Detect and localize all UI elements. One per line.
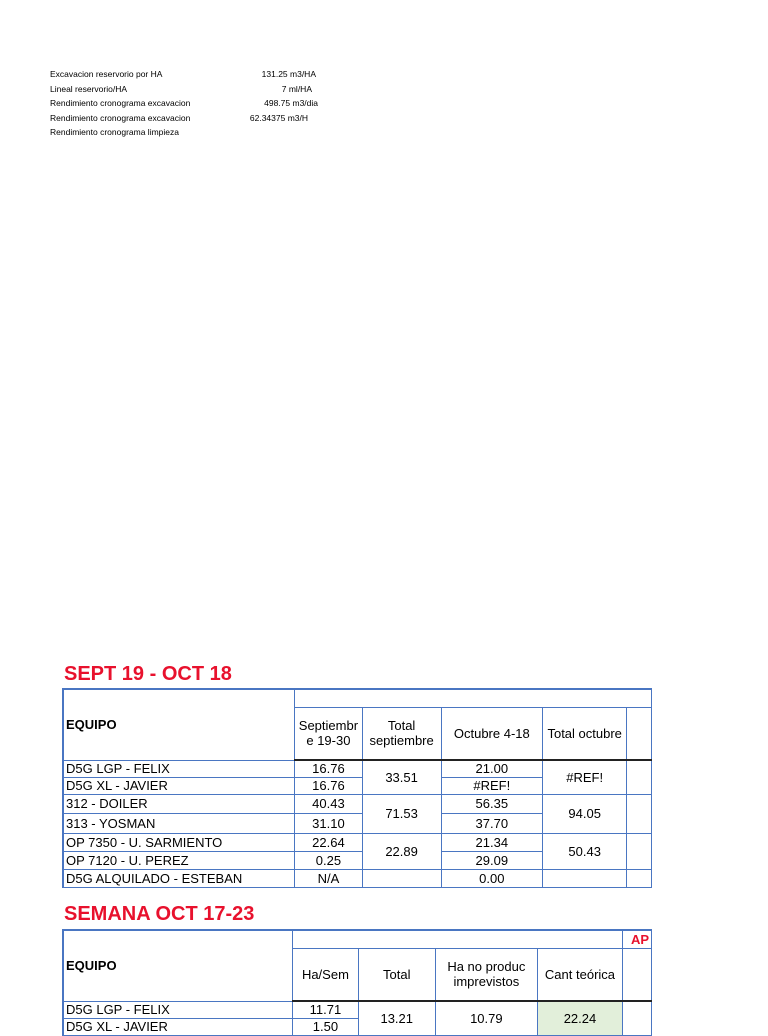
ha-no-produc-cell: 10.79	[435, 1001, 538, 1035]
extra-cell	[622, 1001, 651, 1035]
header-group-band	[292, 930, 622, 948]
header-total-septiembre: Total septiembre	[362, 707, 441, 760]
header-extra	[627, 707, 652, 760]
total-sept-cell: 71.53	[362, 794, 441, 833]
total-oct-cell: 50.43	[542, 833, 627, 869]
oct-cell: 29.09	[441, 851, 542, 869]
header-total-octubre: Total octubre	[542, 707, 627, 760]
oct-cell: 0.00	[441, 869, 542, 887]
equipo-cell: D5G XL - JAVIER	[63, 777, 295, 794]
total-oct-cell	[542, 869, 627, 887]
note-row	[50, 82, 350, 97]
header-cant-teorica: Cant teórica	[538, 948, 623, 1001]
header-equipo: EQUIPO	[63, 930, 292, 1001]
weekly-table	[62, 929, 652, 1034]
note-label: Rendimiento cronograma excavacion	[50, 112, 191, 123]
oct-cell: #REF!	[441, 777, 542, 794]
total-oct-cell: 94.05	[542, 794, 627, 833]
sept-cell: 22.64	[295, 833, 362, 851]
header-ha-no-produc: Ha no produc imprevistos	[435, 948, 538, 1001]
note-row	[50, 125, 350, 140]
section1-title: SEPT 19 - OCT 18	[64, 663, 232, 685]
extra-cell	[627, 760, 652, 794]
header-ha-sem: Ha/Sem	[292, 948, 358, 1001]
extra-cell	[627, 869, 652, 887]
equipo-cell: 313 - YOSMAN	[63, 813, 295, 833]
note-value: 498.75 m3/dia	[264, 98, 318, 108]
header-septiembre: Septiembr e 19-30	[295, 707, 362, 760]
equipo-cell: 312 - DOILER	[63, 794, 295, 813]
note-row	[50, 111, 350, 126]
sept-cell: 31.10	[295, 813, 362, 833]
section2-title: SEMANA OCT 17-23	[64, 903, 255, 925]
note-label: Lineal reservorio/HA	[50, 83, 128, 94]
note-row	[50, 67, 350, 82]
sept-cell: 16.76	[295, 777, 362, 794]
extra-cell	[627, 833, 652, 869]
oct-cell: 21.00	[441, 760, 542, 777]
note-label: Rendimiento cronograma excavacion	[50, 98, 191, 108]
equipo-cell: OP 7350 - U. SARMIENTO	[63, 833, 295, 851]
note-value: 131.25 m3/HA	[261, 69, 316, 79]
notes-block	[50, 67, 350, 140]
header-equipo: EQUIPO	[63, 689, 295, 760]
sept-cell: N/A	[295, 869, 362, 887]
total-cell: 13.21	[358, 1001, 435, 1035]
total-sept-cell: 22.89	[362, 833, 441, 869]
total-sept-cell: 33.51	[362, 760, 441, 794]
cant-teorica-cell: 22.24	[538, 1001, 623, 1035]
note-label: Rendimiento cronograma limpieza	[50, 127, 179, 137]
header-extra	[622, 948, 651, 1001]
equipo-cell: D5G XL - JAVIER	[63, 1018, 292, 1035]
equipo-cell: D5G ALQUILADO - ESTEBAN	[63, 869, 295, 887]
note-value: 7 ml/HA	[281, 83, 312, 94]
header-octubre: Octubre 4-18	[441, 707, 542, 760]
ap-label: AP	[622, 930, 651, 948]
sept-cell: 16.76	[295, 760, 362, 777]
equipo-cell: D5G LGP - FELIX	[63, 760, 295, 777]
equipo-cell: OP 7120 - U. PEREZ	[63, 851, 295, 869]
oct-cell: 37.70	[441, 813, 542, 833]
note-row	[50, 96, 350, 111]
oct-cell: 21.34	[441, 833, 542, 851]
header-total: Total	[358, 948, 435, 1001]
total-oct-cell: #REF!	[542, 760, 627, 794]
production-table	[62, 688, 652, 890]
oct-cell: 56.35	[441, 794, 542, 813]
equipo-cell: D5G LGP - FELIX	[63, 1001, 292, 1018]
header-group-band	[295, 689, 652, 707]
sept-cell: 40.43	[295, 794, 362, 813]
total-sept-cell	[362, 869, 441, 887]
sept-cell: 0.25	[295, 851, 362, 869]
ha-sem-cell: 1.50	[292, 1018, 358, 1035]
note-value: 62.34375 m3/H	[249, 112, 308, 123]
extra-cell	[627, 794, 652, 833]
note-label: Excavacion reservorio por HA	[50, 69, 163, 79]
ha-sem-cell: 11.71	[292, 1001, 358, 1018]
